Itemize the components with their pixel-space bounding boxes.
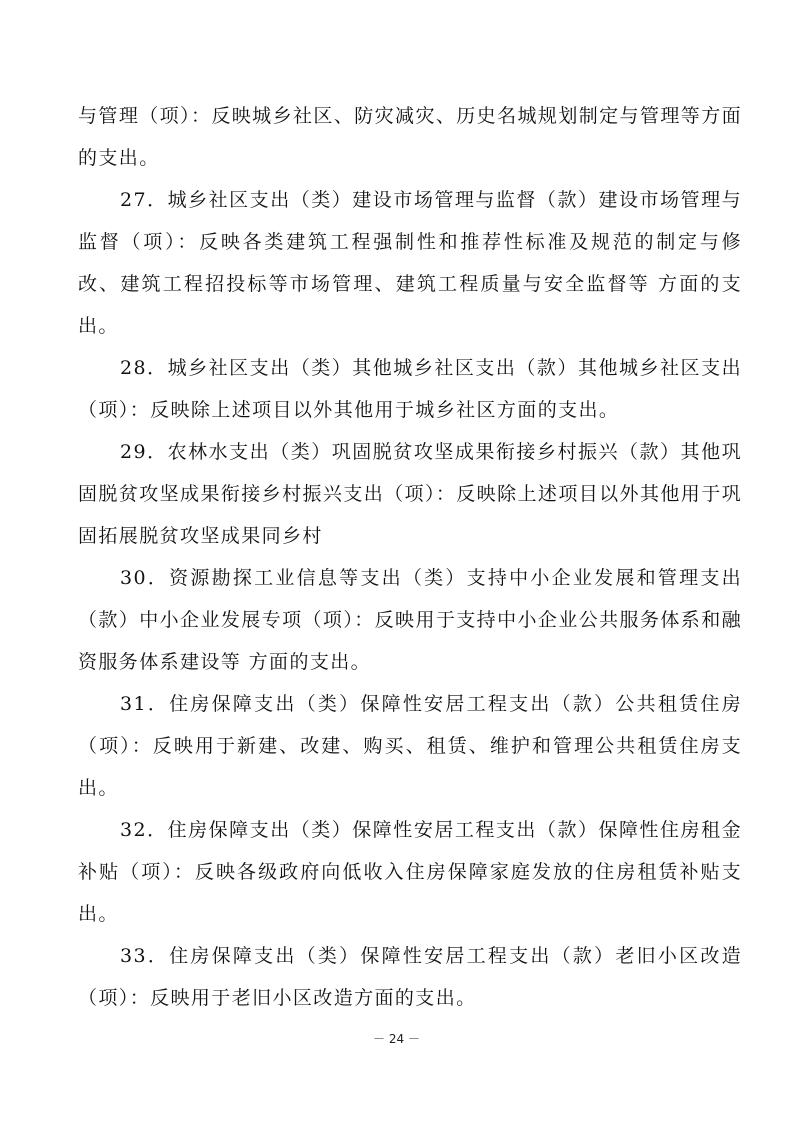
- paragraph-item-32: 32．住房保障支出（类）保障性安居工程支出（款）保障性住房租金补贴（项）：反映各级政府向低收入住房保障家庭发放的住房租赁补贴支出。: [78, 819, 742, 925]
- document-body: [78, 95, 742, 1019]
- paragraph-item-27: 27．城乡社区支出（类）建设市场管理与监督（款）建设市场管理与监督（项）：反映各类建筑工程强制性和推荐性标准及规范的制定与修 改、建筑工程招投标等市场管理、建筑工程质量与安全监督等 方面的支出。: [78, 189, 742, 337]
- paragraph-item-31: 31．住房保障支出（类）保障性安居工程支出（款）公共租赁住房（项）：反映用于新建、改建、购买、租赁、维护和管理公共租赁住房支出。: [78, 693, 742, 799]
- paragraph-item-29: 29．农林水支出（类）巩固脱贫攻坚成果衔接乡村振兴（款）其他巩固脱贫攻坚成果衔接乡村振兴支出（项）：反映除上述项目以外其他用于巩固拓展脱贫攻坚成果同乡村: [78, 441, 742, 547]
- paragraph-item-33: 33．住房保障支出（类）保障性安居工程支出（款）老旧小区改造（项）：反映用于老旧小区改造方面的支出。: [78, 945, 742, 1009]
- paragraph-continuation: 与管理（项）：反映城乡社区、防灾减灾、历史名城规划制定与管理等方面 的支出。: [78, 105, 742, 169]
- paragraph-item-30: 30．资源勘探工业信息等支出（类）支持中小企业发展和管理支出（款）中小企业发展专项（项）：反映用于支持中小企业公共服务体系和融资服务体系建设等 方面的支出。: [78, 567, 742, 673]
- page-number: － 24 －: [373, 1032, 420, 1046]
- paragraph-item-28: 28．城乡社区支出（类）其他城乡社区支出（款）其他城乡社区支出（项）：反映除上述项目以外其他用于城乡社区方面的支出。: [78, 357, 742, 421]
